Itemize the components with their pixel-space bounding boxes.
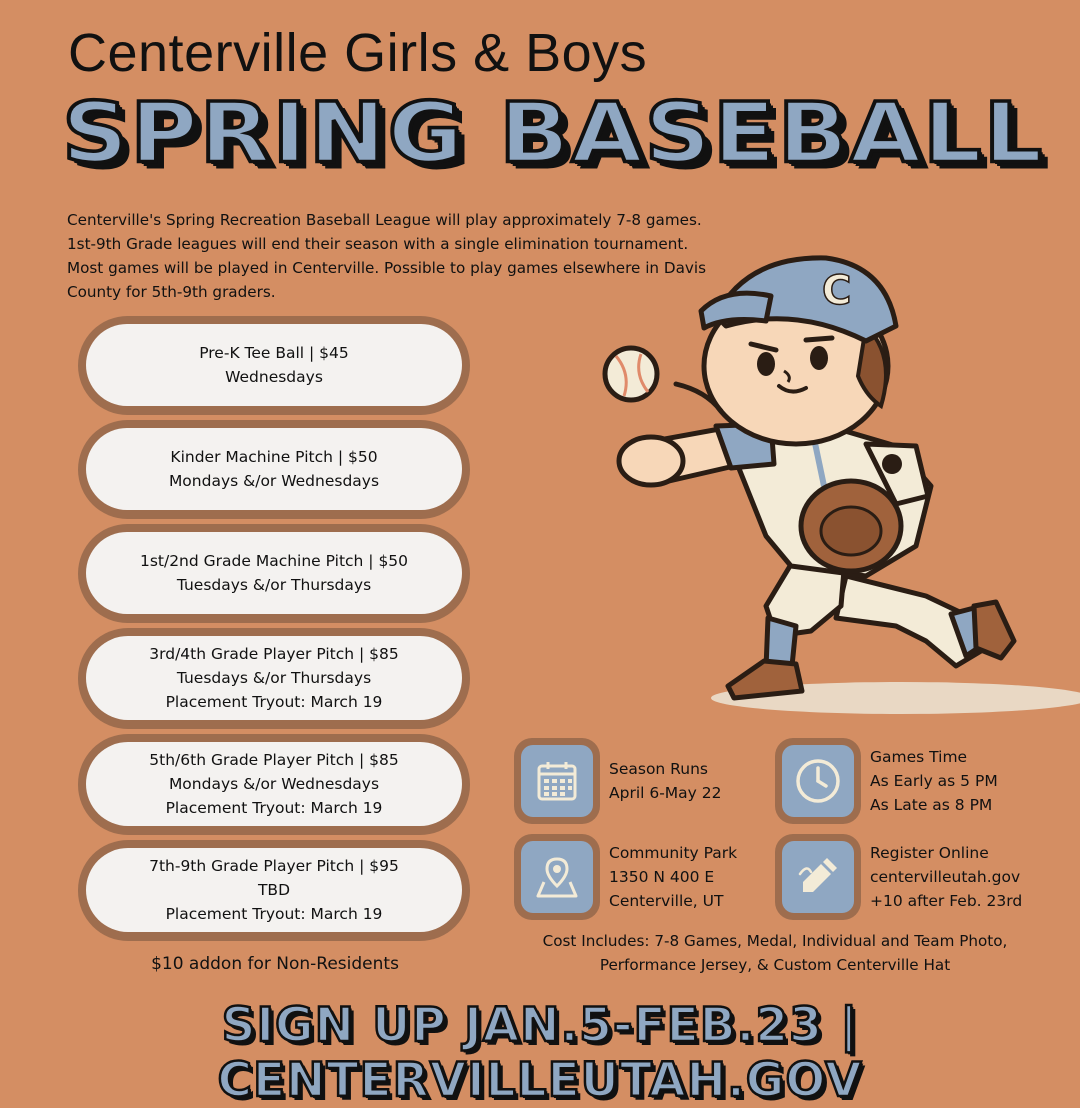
cap-letter: C [822, 268, 852, 314]
league-tryout: Placement Tryout: March 19 [165, 799, 383, 817]
league-card-1st-2nd [78, 524, 470, 623]
games-time-early: As Early as 5 PM [870, 772, 998, 790]
page-title: SPRING BASEBALL [62, 84, 1045, 182]
pencil-icon [795, 854, 841, 900]
league-tryout: Placement Tryout: March 19 [165, 693, 383, 711]
league-title: 3rd/4th Grade Player Pitch | $85 [149, 645, 399, 663]
subtitle: Centerville Girls & Boys [68, 23, 648, 83]
games-time-late: As Late as 8 PM [870, 796, 993, 814]
league-title: Kinder Machine Pitch | $50 [170, 448, 378, 466]
league-days: Wednesdays [225, 368, 323, 386]
league-days: Tuesdays &/or Thursdays [176, 669, 372, 687]
baseball-pitcher-illustration [596, 246, 1026, 720]
games-time-label: Games Time [870, 748, 968, 766]
league-days: Mondays &/or Wednesdays [168, 775, 380, 793]
register-label: Register Online [870, 844, 989, 862]
season-label: Season Runs [609, 760, 708, 778]
register-card [775, 834, 1022, 920]
league-days: Mondays &/or Wednesdays [168, 472, 380, 490]
league-title: 7th-9th Grade Player Pitch | $95 [149, 857, 399, 875]
league-card-7th-9th [78, 840, 470, 941]
league-days: TBD [257, 881, 291, 899]
league-title: 5th/6th Grade Player Pitch | $85 [149, 751, 399, 769]
league-card-5th-6th [78, 734, 470, 835]
cost-line-2: Performance Jersey, & Custom Centerville Hat [599, 956, 951, 974]
season-runs-card [514, 738, 722, 824]
clock-icon [793, 756, 843, 806]
signup-banner[interactable]: SIGN UP JAN.5-FEB.23 | CENTERVILLEUTAH.GOV [217, 998, 863, 1108]
calendar-icon [534, 758, 580, 804]
league-card-kinder [78, 420, 470, 519]
location-name: Community Park [609, 844, 738, 862]
games-time-card [775, 738, 998, 824]
centerville-logo-icon [882, 454, 902, 474]
league-list [78, 316, 472, 946]
league-card-prek [78, 316, 470, 415]
map-pin-icon [534, 854, 580, 900]
baseball-icon [605, 348, 657, 400]
location-city: Centerville, UT [609, 892, 724, 910]
non-resident-addon: $10 addon for Non-Residents [151, 954, 399, 974]
intro-text: Centerville's Spring Recreation Baseball League will play approximately 7-8 games. 1st-9th Grade leagues will end their season with a single elimination tournament. Most games will be played in Centerville. Possible to play games elsewhere in Davis County for 5th-9th graders. [67, 211, 706, 301]
register-url[interactable]: centervilleutah.gov [870, 868, 1021, 886]
league-title: 1st/2nd Grade Machine Pitch | $50 [139, 552, 409, 570]
register-late-fee: +10 after Feb. 23rd [870, 892, 1023, 910]
league-card-3rd-4th [78, 628, 470, 729]
location-address: 1350 N 400 E [609, 868, 715, 886]
season-dates: April 6-May 22 [609, 784, 722, 802]
league-title: Pre-K Tee Ball | $45 [199, 344, 349, 362]
league-days: Tuesdays &/or Thursdays [176, 576, 372, 594]
cost-line-1: Cost Includes: 7-8 Games, Medal, Individual and Team Photo, [542, 932, 1008, 950]
location-card [514, 834, 737, 920]
league-tryout: Placement Tryout: March 19 [165, 905, 383, 923]
cost-includes [520, 929, 1030, 977]
